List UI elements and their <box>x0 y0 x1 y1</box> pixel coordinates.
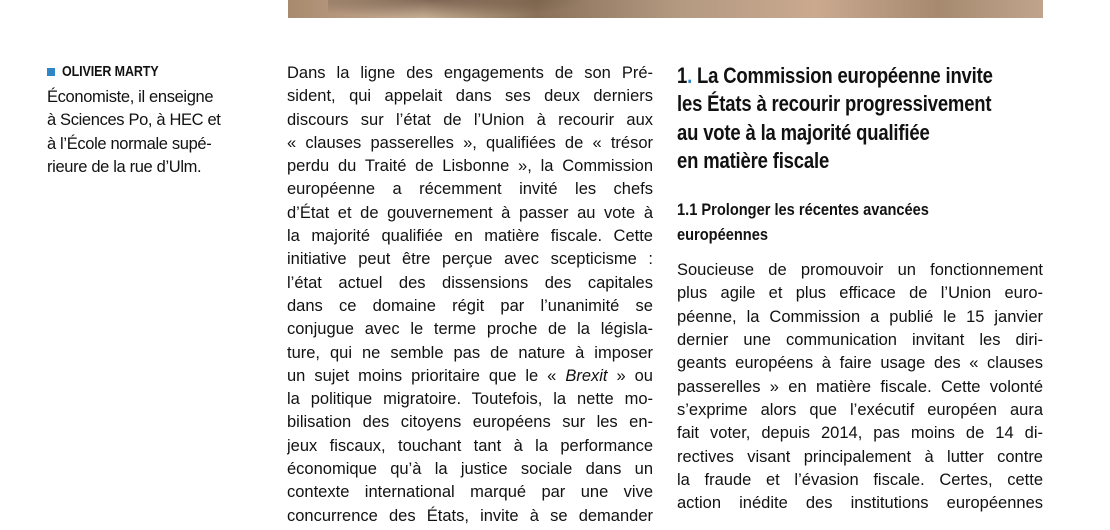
brexit-after: » ou <box>607 366 653 385</box>
section-number-dot: . <box>687 63 693 88</box>
article-column-right <box>677 62 1043 515</box>
paragraph-line: dans ce domaine régit par l’unanimité se <box>287 296 653 315</box>
section-heading-line <box>677 62 993 90</box>
paragraph-line: européenne a récemment invité les chefs <box>287 180 653 199</box>
paragraph-line: bilisation des citoyens européens sur les en- <box>287 413 653 432</box>
paragraph-line: l’état actuel des dissensions des capitales <box>287 273 653 292</box>
paragraph-line: initiative peut être perçue avec scepticisme : <box>287 250 653 269</box>
paragraph-line: s’exprime alors que l’exécutif européen aura <box>677 400 1043 419</box>
blue-square-icon <box>47 68 55 76</box>
author-bio <box>47 86 247 180</box>
section-heading-line: les États à recourir progressivement <box>677 91 992 117</box>
subsection-heading-line: européennes <box>677 225 768 245</box>
paragraph-line: économique qu’à la justice sociale dans un <box>287 460 653 479</box>
section-heading-first-line: La Commission européenne invite <box>692 63 993 88</box>
brexit-before: un sujet moins prioritaire que le « <box>287 366 566 385</box>
author-bio-line: rieure de la rue d’Ulm. <box>47 158 202 177</box>
paragraph-line: « clauses passerelles », qualifiées de « trésor <box>287 133 653 152</box>
section-heading-line: au vote à la majorité qualifiée <box>677 119 930 145</box>
paragraph-line: concurrence des États, invite à se demander <box>287 506 653 525</box>
paragraph-line: péenne, la Commission a publié le 15 janvier <box>677 307 1043 326</box>
paragraph-line-brexit <box>287 365 653 388</box>
paragraph-line: conjugue avec le terme proche de la législa- <box>287 320 653 339</box>
paragraph-line: dernier une communication invitant les diri- <box>677 331 1043 350</box>
article-column-middle <box>287 62 653 528</box>
section-heading-line: en matière fiscale <box>677 147 830 173</box>
paragraph-line: discours sur l’état de l’Union à recourir aux <box>287 110 653 129</box>
paragraph-line: Dans la ligne des engagements de son Pré- <box>287 64 653 82</box>
paragraph-line: la politique migratoire. Toutefois, la nette mo- <box>287 390 653 409</box>
paragraph-line: la fraude et l’évasion fiscale. Certes, cette <box>677 470 1043 489</box>
author-bio-line: à Sciences Po, à HEC et <box>47 111 221 130</box>
paragraph-line: ture, qui ne semble pas de nature à imposer <box>287 343 653 362</box>
paragraph-line: Soucieuse de promouvoir un fonctionnement <box>677 261 1043 280</box>
paragraph-line: action inédite des institutions européennes <box>677 494 1043 513</box>
paragraph-line: la majorité qualifiée en matière fiscale. Cette <box>287 227 653 246</box>
author-name-row <box>47 62 247 82</box>
subsection-heading <box>677 197 1043 247</box>
brexit-italic: Brexit <box>565 366 608 385</box>
paragraph-line: rectives visant principalement à lutter contre <box>677 447 1043 466</box>
section-number: 1 <box>677 63 688 88</box>
subsection-heading-line: 1.1 Prolonger les récentes avancées <box>677 200 929 220</box>
author-block <box>47 62 247 180</box>
paragraph-line: perdu du Traité de Lisbonne », la Commission <box>287 157 653 176</box>
section-heading <box>677 62 1043 175</box>
paragraph-line: plus agile et plus efficace de l’Union euro- <box>677 284 1043 303</box>
paragraph-line: contexte international marqué par une vive <box>287 483 653 502</box>
paragraph-line: sident, qui appelait dans ses deux derniers <box>287 87 653 106</box>
author-bio-line: Économiste, il enseigne <box>47 88 214 106</box>
paragraph-line: geants européens à faire usage des « clauses <box>677 354 1043 373</box>
right-column-body <box>677 259 1043 515</box>
paragraph-line: jeux fiscaux, touchant tant à la performance <box>287 436 653 455</box>
paragraph-line: d’État et de gouvernement à passer au vote à <box>287 203 653 222</box>
paragraph-line: fait voter, depuis 2014, pas moins de 14 di- <box>677 424 1043 443</box>
header-photo-shade <box>328 0 588 18</box>
paragraph-line: passerelles » en matière fiscale. Cette volonté <box>677 377 1043 396</box>
author-name: OLIVIER MARTY <box>62 64 159 80</box>
author-bio-line: à l’École normale supé- <box>47 134 212 153</box>
header-photo-strip <box>288 0 1043 18</box>
